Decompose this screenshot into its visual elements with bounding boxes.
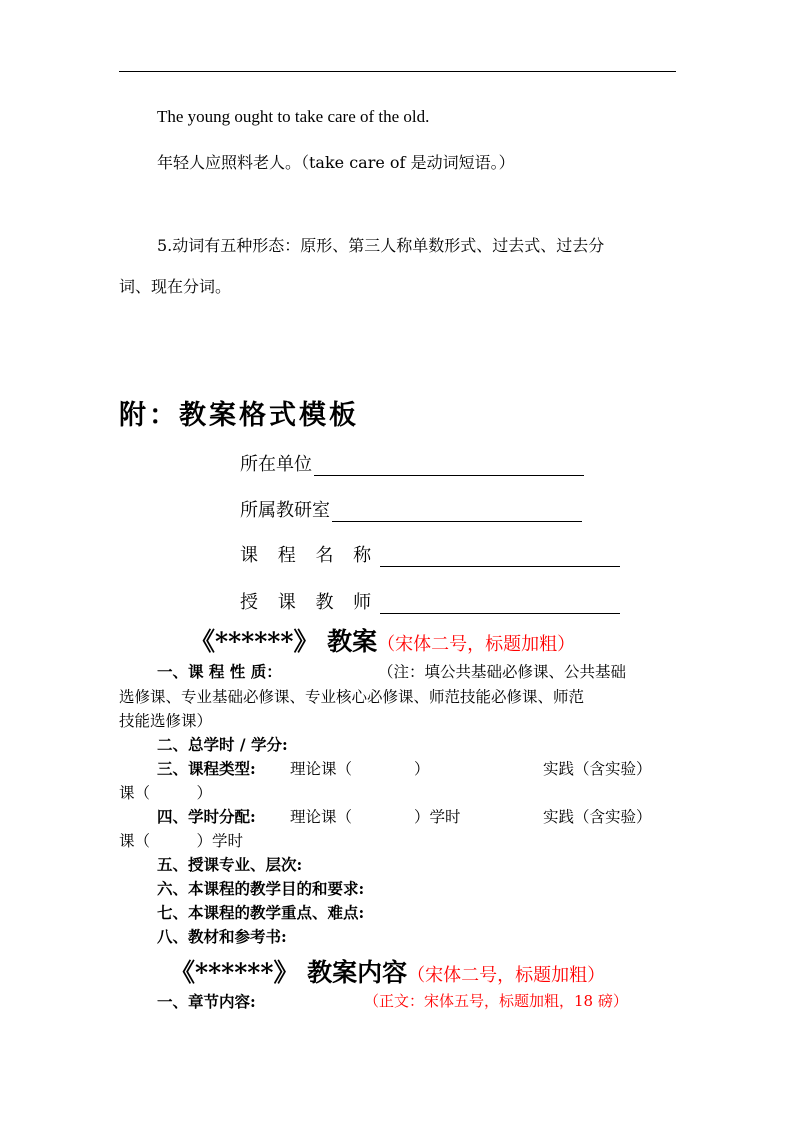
header-rule	[119, 71, 676, 72]
field-office-label: 所属教研室	[240, 500, 330, 521]
english-sentence: The young ought to take care of the old.	[157, 107, 430, 126]
s3-label: 三、课程类型:	[157, 759, 256, 778]
s1-label: 一、课 程 性 质：	[157, 662, 282, 681]
point5-line1: 5.动词有五种形态：原形、第三人称单数形式、过去式、过去分	[157, 236, 605, 255]
s1-note-b: 选修课、专业基础必修课、专业核心必修课、师范技能必修课、师范	[119, 688, 585, 706]
field-unit-line[interactable]	[314, 455, 584, 476]
s4-label: 四、学时分配:	[157, 807, 256, 826]
s7-label: 七、本课程的教学重点、难点:	[157, 903, 365, 922]
plan-title-main: 《******》 教案	[190, 627, 378, 656]
point5-line2: 词、现在分词。	[119, 277, 232, 296]
field-course-name-line[interactable]	[380, 546, 620, 567]
s4-cont: 课（ ）学时	[119, 832, 244, 850]
field-unit-label: 所在单位	[240, 454, 312, 475]
s2-label: 二、总学时 / 学分:	[157, 735, 288, 754]
field-office	[240, 496, 582, 522]
content-title	[170, 953, 605, 989]
appendix-title: 附：教案格式模板	[119, 400, 359, 431]
content-title-note: （宋体二号，标题加粗）	[407, 965, 606, 986]
chapter-label: 一、章节内容:	[157, 992, 256, 1011]
s1-note-c: 技能选修课）	[119, 712, 213, 730]
s5-label: 五、授课专业、层次:	[157, 855, 303, 874]
s1-note-a: （注：填公共基础必修课、公共基础	[378, 663, 627, 681]
plan-title	[190, 622, 575, 658]
s4-theory: 理论课（ ）学时	[290, 808, 461, 826]
chapter-note: （正文：宋体五号，标题加粗，18 磅）	[364, 992, 628, 1010]
s3-theory: 理论课（ ）	[290, 760, 430, 778]
s6-label: 六、本课程的教学目的和要求:	[157, 879, 365, 898]
field-course-name-label: 课 程 名 称	[240, 545, 379, 566]
field-office-line[interactable]	[332, 501, 582, 522]
field-teacher-line[interactable]	[380, 593, 620, 614]
translation-line: 年轻人应照料老人。（take care of 是动词短语。）	[157, 153, 515, 172]
plan-title-note: （宋体二号，标题加粗）	[377, 634, 576, 655]
s3-cont: 课（ ）	[119, 784, 213, 802]
s8-label: 八、教材和参考书:	[157, 927, 287, 946]
s3-practice: 实践（含实验）	[543, 760, 652, 778]
content-title-main: 《******》 教案内容	[170, 958, 408, 987]
field-teacher	[240, 588, 620, 614]
field-course-name	[240, 541, 620, 567]
field-teacher-label: 授 课 教 师	[240, 592, 379, 613]
s4-practice: 实践（含实验）	[543, 808, 652, 826]
field-unit	[240, 450, 584, 476]
